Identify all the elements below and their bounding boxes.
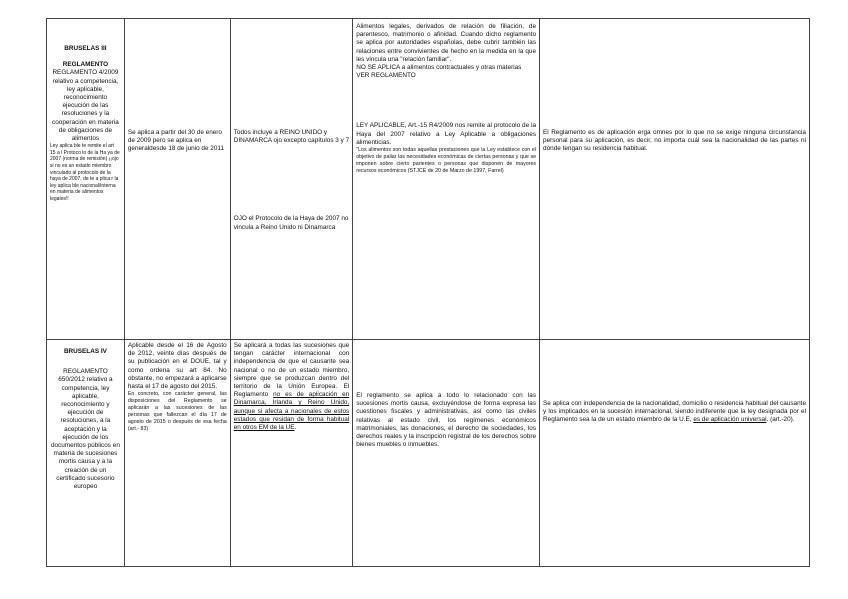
instrument-short-name: BRUSELAS IV [63,348,107,355]
universal-scope-cell [540,19,810,340]
application-date-cell [124,19,230,340]
application-date: Se aplica a partir del 30 de enero de 2009 pero se aplica en generaldesde 18 de junio de 2011 [127,129,225,153]
instrument-cell [47,19,125,340]
applicable-law: LEY APLICABLE, Art.-15 R4/2009 nos remite al protocolo de la Haya del 2007 relativo a Ley Aplicable a obligaciones alimenticias. [356,122,537,146]
scope-cell [353,19,540,340]
regulations-table [46,18,810,567]
instrument-cell [47,340,125,567]
scope-text: Alimentos legales, derivados de relación de filiación, de parentesco, matrimonio o afinidad. Cuando dicho reglamento se aplica por autoridades españolas, debe cubrir también las relaciones entre convivientes de hecho en la medida en la que les vincula una "relación familiar". [356,23,537,63]
instrument-note: Ley aplica ble te remite el art 15 a l Protoco lo de la Ha ya de 2007 (norma de remisión) ¡¡ojo si no es un estado miembro vinculado al protocolo de la haya de 2007, de te a plica r la ley aplica ble nacional/interna en materia de alimentos legales!! [50,143,120,202]
regulation-description: REGLAMENTO 4/2009 relativo a competencia, ley aplicable, reconocimiento ejecución de las resoluciones y la cooperación en materia de obligaciones de alimentos [52,69,119,143]
application-date-cell [124,340,230,567]
universal-scope-cell [540,340,810,567]
member-states-cell [230,340,352,567]
member-states-note: OJO el Protocolo de la Haya de 2007 no vincula a Reino Unido ni Dinamarca [233,215,349,231]
universal-scope-end: . (art.-20). [766,416,795,424]
applicable-law-quote: "Los alimentos son todas aquellas prestaciones que la Ley establece con el objetivo de paliar las necesidades económicas de ciertas personas y que se imponen sobre cierto parientes o personas que disponen de mayores recursos económicos (STJCE de 20 de Marzo de 1997, Farrel) [356,147,537,175]
scope-cell [353,340,540,567]
application-date-note: En concreto, con carácter general, las disposiciones del Reglamento se aplicarán a las sucesiones de las personas que fallezcan el día 17 de agosto de 2015 o después de esa fecha (art.- 83) [127,391,227,433]
instrument-short-name: BRUSELAS III [64,45,107,52]
scope-text: El reglamento se aplica a todo lo relacionado con las sucesiones mortis causa, excluyéndose de forma expresa las cuestiones fiscales y administrativas, así como las civiles relativas al estado civil, los regímenes económicos matrimoniales, las donaciones, el derecho de sociedades, los derechos reales y la inscripción registral de los derechos sobre bienes muebles o inmuebles. [356,392,537,449]
universal-scope-emphasis: es de aplicación universal [693,416,767,424]
member-states: Se aplicará a todas las sucesiones que tengan carácter internacional con independencia de que el causante sea nacional o no de un estado miembro, siempre que se produzcan dentro del territorio de la Unión Europea. El Reglamento [233,342,350,399]
member-states-exceptions: no es de aplicación en Dinamarca, Irlanda y Reino Unido, aunque si afecta a nacionales de estos estados que residan de forma habitual en otros EM de la UE [233,391,350,432]
member-states: Todos incluye a REINO UNIDO y DINAMARCA ojo excepto capítulos 3 y 7 [233,129,350,145]
scope-exclusion: NO SE APLICA a alimentos contractuales y otras materias VER REGLAMENTO [356,64,522,80]
member-states-end: . [294,424,297,432]
member-states-cell [230,19,352,340]
universal-scope: Se aplica con independencia de la nacionalidad, domicilio o residencia habitual del causante y los implicados en la sucesión internacional, siendo indiferente que la ley designada por el Reglamento sea la de un estado miembro de la U.E, [543,400,806,424]
table-row [47,340,810,567]
regulation-description: REGLAMENTO 650/2012 relativo a competencia, ley aplicable, reconocimiento y ejecución de resoluciones, a la aceptación y la ejecución de los documentos públicos en materia de sucesiones mortis causa y a la creación de un certificado sucesorio europeo [50,368,120,491]
regulation-title: REGLAMENTO [62,61,109,69]
table-row [47,19,810,340]
universal-scope: El Reglamento es de aplicación erga omnes por lo que no se exige ninguna circunstancia personal para su aplicación, es decir, no importa cuál sea la nacionalidad de las partes ni dónde tengan su residencia habitual. [543,129,806,153]
application-date: Aplicable desde el 16 de Agosto de 2012, veinte días después de su publicación en el DOUE, tal y como ordena su art 84. No obstante, no empezará a aplicarse hasta el 17 de agosto del 2015. [127,342,227,391]
